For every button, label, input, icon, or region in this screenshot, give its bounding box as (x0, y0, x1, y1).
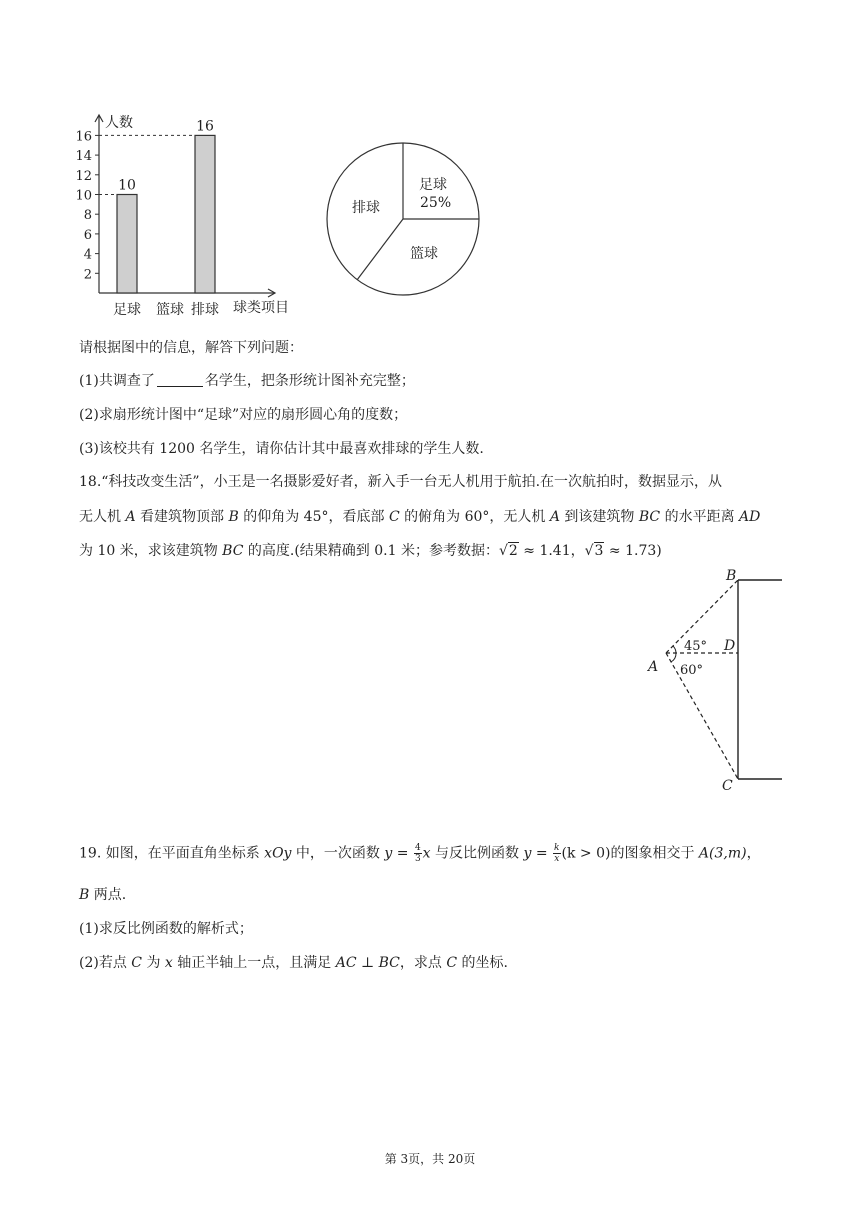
y-tick-label: 8 (83, 208, 92, 224)
text: 为 10 米，求该建筑物 (79, 543, 223, 559)
y-tick-label: 16 (75, 129, 92, 145)
var-BC: BC (638, 509, 661, 525)
var-A: A (125, 509, 136, 525)
text: 中，一次函数 (291, 845, 385, 862)
bar-chart (75, 105, 310, 320)
text: 的俯角为 60°，无人机 (399, 509, 550, 525)
q17-part2: (2)求扇形统计图中“足球”对应的扇形圆心角的度数； (79, 407, 408, 423)
bar (117, 195, 137, 294)
answer-blank[interactable] (157, 372, 203, 387)
text: (k > 0)的图象相交于 (561, 845, 699, 862)
q18-line2 (79, 507, 760, 527)
angle-label-60: 60° (680, 663, 704, 678)
text: 两点. (89, 887, 127, 903)
y-tick-label: 12 (75, 168, 92, 184)
y-tick-label: 2 (83, 267, 92, 283)
perp-relation: AC ⊥ BC (335, 955, 400, 971)
page-footer: 第 3页，共 20页 (384, 1152, 476, 1166)
text: 的高度.(结果精确到 0.1 米；参考数据： (243, 543, 499, 559)
var-x: x (164, 955, 173, 971)
text: 轴正半轴上一点，且满足 (172, 955, 336, 971)
var-x: x (422, 845, 431, 862)
angle-arc-45 (673, 646, 676, 653)
equals: = (392, 845, 413, 862)
q17-part1-text-b: 名学生，把条形统计图补充完整； (204, 373, 415, 389)
q17-intro: 请根据图中的信息，解答下列问题： (79, 340, 303, 356)
var-C: C (131, 955, 142, 971)
text: 无人机 (79, 509, 126, 525)
pie-label-volleyball: 排球 (352, 200, 380, 216)
bar-data-label: 10 (118, 177, 136, 194)
text: 的仰角为 45°，看底部 (238, 509, 389, 525)
text: ， (746, 845, 761, 862)
denominator: 3 (414, 854, 421, 864)
var-BC: BC (222, 543, 244, 559)
var-xOy: xOy (264, 845, 292, 862)
q19-part1: (1)求反比例函数的解析式； (79, 921, 253, 937)
q17-part1-text-a: (1)共调查了 (79, 373, 155, 389)
text: ≈ 1.73) (604, 543, 662, 559)
fraction-k-x (553, 843, 560, 864)
pie-label-football: 足球 (419, 177, 447, 193)
text: (2)若点 (79, 955, 132, 971)
x-tick-label: 排球 (191, 302, 219, 318)
text: 为 (142, 955, 165, 971)
y-tick-label: 4 (83, 247, 92, 263)
pie-label-football-percent: 25% (420, 195, 452, 211)
var-y: y (523, 845, 532, 862)
label-D: D (724, 638, 736, 654)
q19-line2 (79, 885, 126, 905)
pie-chart (322, 140, 484, 300)
var-A: A (549, 509, 560, 525)
label-C: C (722, 778, 733, 794)
label-B: B (726, 568, 737, 584)
bar (195, 135, 215, 293)
text: 与反比例函数 (430, 845, 524, 862)
numerator: 4 (414, 843, 421, 853)
text: 看建筑物顶部 (135, 509, 229, 525)
q19-line1 (79, 843, 761, 864)
point-A: A(3,m) (698, 845, 747, 862)
var-B: B (79, 887, 90, 903)
text: 19. 如图，在平面直角坐标系 (79, 845, 265, 862)
y-tick-label: 14 (75, 149, 92, 165)
equals: = (531, 845, 553, 862)
q18-line1: 18.“科技改变生活”，小王是一名摄影爱好者，新入手一台无人机用于航拍.在一次航拍时，数据显示，从 (79, 474, 723, 490)
bar-data-label: 16 (196, 118, 214, 135)
var-C: C (446, 955, 458, 971)
x-tick-label: 篮球 (156, 302, 184, 318)
x-axis-label: 球类项目 (233, 300, 289, 316)
numerator: k (554, 843, 560, 853)
sqrt-3: √3 (584, 543, 604, 559)
pie-label-basketball: 篮球 (410, 246, 438, 262)
q19-part2 (79, 953, 508, 973)
geometry-diagram (640, 565, 785, 797)
bar-chart-marks (99, 118, 219, 318)
y-axis-label: 人数 (105, 115, 133, 131)
radicand: 2 (508, 543, 518, 559)
angle-arc-60 (671, 653, 676, 662)
text: ，求点 (399, 955, 447, 971)
text: 到该建筑物 (559, 509, 639, 525)
angle-label-45: 45° (684, 639, 708, 654)
label-A: A (648, 659, 659, 675)
sqrt-2: √2 (498, 543, 518, 559)
radicand: 3 (594, 543, 604, 559)
fraction-4-3 (414, 843, 422, 864)
y-tick-label: 10 (75, 188, 92, 204)
q17-part3: (3)该校共有 1200 名学生，请你估计其中最喜欢排球的学生人数. (79, 441, 484, 457)
text: ≈ 1.41， (518, 543, 585, 559)
var-AD: AD (739, 509, 761, 525)
var-B: B (228, 509, 239, 525)
q17-part1 (79, 371, 415, 391)
text: 的水平距离 (660, 509, 740, 525)
var-C: C (388, 509, 400, 525)
x-tick-label: 足球 (113, 302, 141, 318)
bar-chart-axes (75, 115, 275, 297)
y-tick-label: 6 (83, 227, 92, 243)
denominator: x (554, 854, 560, 864)
text: 的坐标. (457, 955, 508, 971)
q18-line3 (79, 541, 662, 561)
var-y: y (384, 845, 393, 862)
